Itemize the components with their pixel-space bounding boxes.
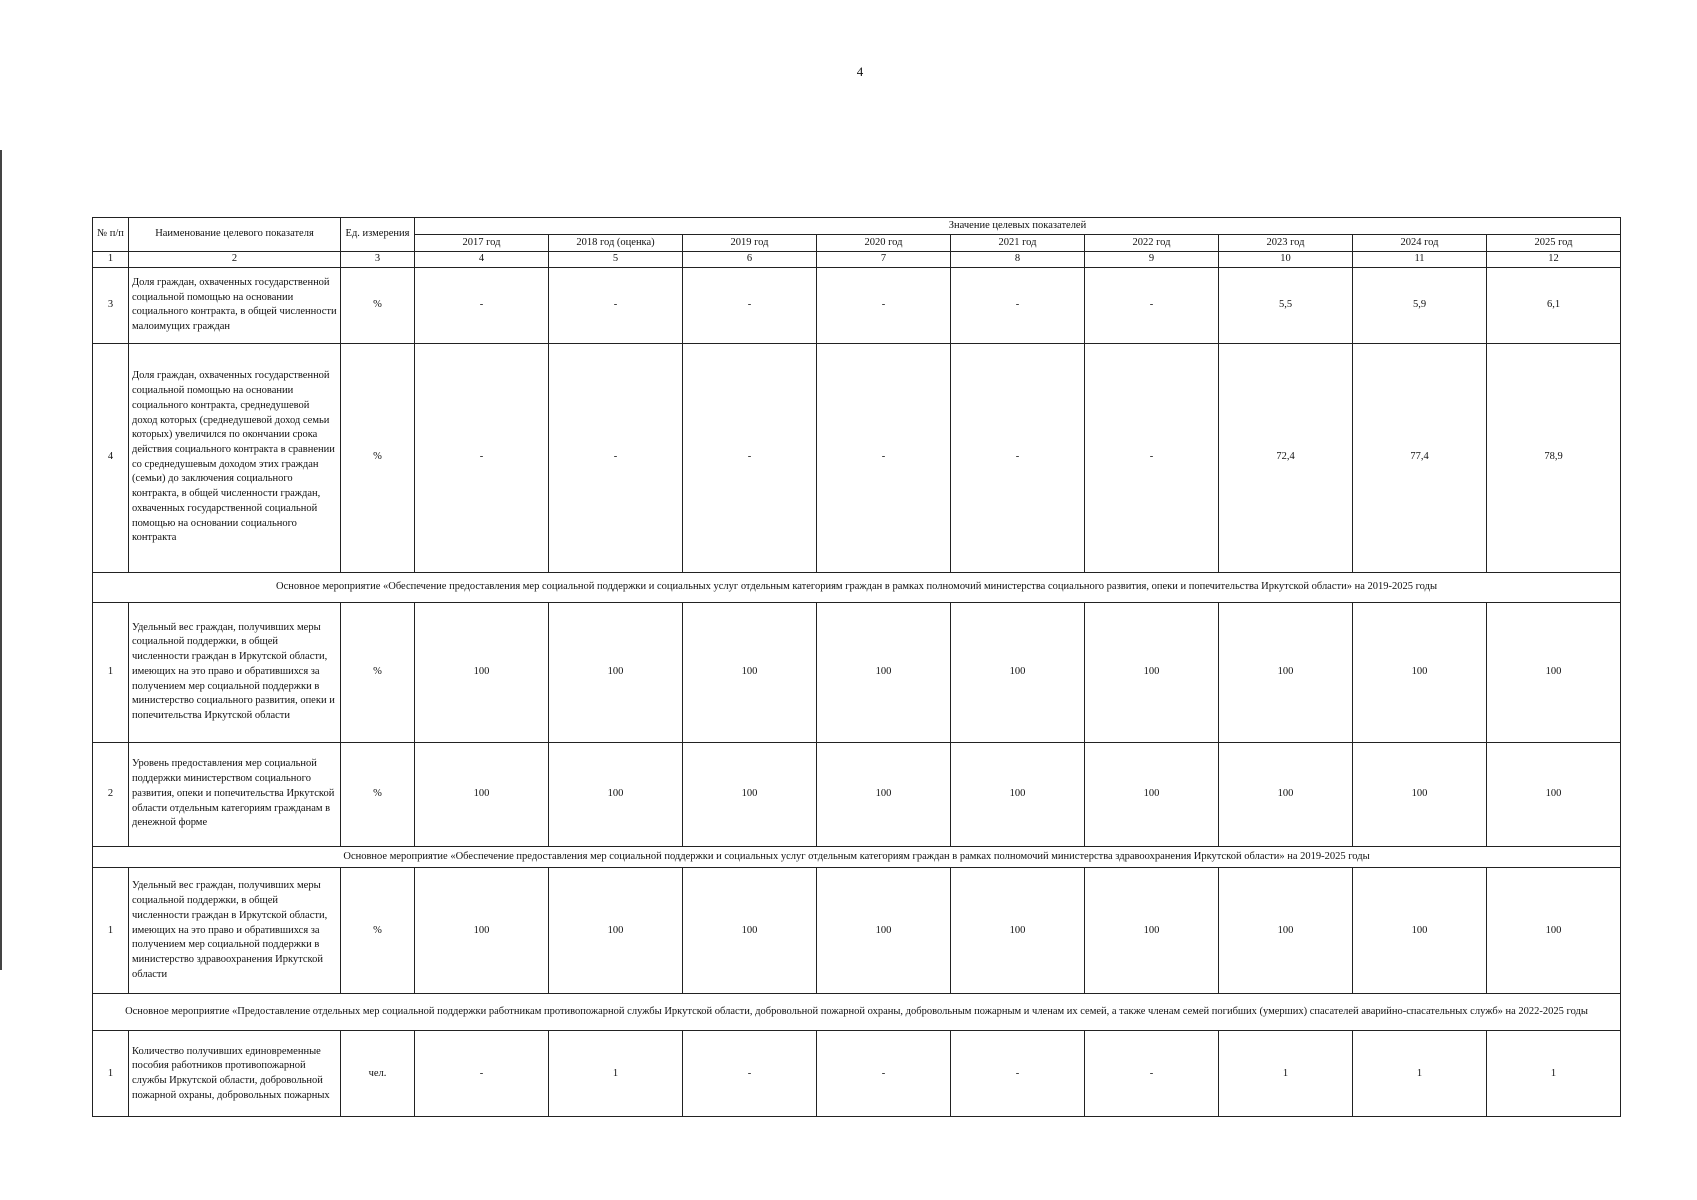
row-value: 100 [1085,868,1219,994]
header-year: 2019 год [683,235,817,252]
row-name: Удельный вес граждан, получивших меры социальной поддержки, в общей численности граждан в Иркутской области, имеющих на это право и обратившихся за получением мер социальной поддержки в министерство социального развития, опеки и попечительства Иркутской области [129,602,341,742]
row-name: Количество получивших единовременные пособия работников противопожарной службы Иркутской области, добровольной пожарной охраны, добровольных пожарных [129,1031,341,1117]
row-value: 100 [1487,602,1621,742]
row-value: 100 [1219,868,1353,994]
row-value: 100 [951,602,1085,742]
section-row [93,572,1621,602]
row-name: Доля граждан, охваченных государственной социальной помощью на основании социального контракта, в общей численности малоимущих граждан [129,267,341,343]
row-value: 100 [1487,868,1621,994]
header-year: 2018 год (оценка) [549,235,683,252]
row-name: Доля граждан, охваченных государственной социальной помощью на основании социального контракта, среднедушевой доход которых (среднедушевой доход семьи которых) увеличился по окончании срока действия социального контракта в сравнении со среднедушевым доходом этих граждан (семьи) до заключения социального контракта, в общей численности граждан, охваченных государственной социальной помощью на основании социального контракта [129,343,341,572]
header-year: 2020 год [817,235,951,252]
row-value: 100 [951,868,1085,994]
target-indicators-table [92,217,1621,1117]
header-values-group: Значение целевых показателей [415,218,1621,235]
column-number: 10 [1219,252,1353,268]
column-number: 6 [683,252,817,268]
row-num: 4 [93,343,129,572]
row-value: 1 [1353,1031,1487,1117]
row-value: 72,4 [1219,343,1353,572]
row-unit: % [341,868,415,994]
header-year: 2021 год [951,235,1085,252]
section-title: Основное мероприятие «Предоставление отдельных мер социальной поддержки работникам противопожарной службы Иркутской области, добровольной пожарной охраны, добровольным пожарным и членам их семей, а также членам семей погибших (умерших) спасателей аварийно-спасательных служб» на 2022-2025 годы [93,994,1621,1031]
row-value: 100 [683,742,817,846]
column-number: 7 [817,252,951,268]
column-number: 1 [93,252,129,268]
row-num: 1 [93,602,129,742]
row-value: 5,5 [1219,267,1353,343]
column-number: 4 [415,252,549,268]
row-value: - [1085,267,1219,343]
row-value: 100 [1085,602,1219,742]
column-numbers-row [93,252,1621,268]
row-num: 3 [93,267,129,343]
header-year: 2017 год [415,235,549,252]
row-unit: % [341,343,415,572]
row-num: 2 [93,742,129,846]
table-row [93,1031,1621,1117]
row-unit: % [341,742,415,846]
table-row [93,267,1621,343]
table-row [93,343,1621,572]
table-row [93,602,1621,742]
row-num: 1 [93,1031,129,1117]
row-unit: % [341,267,415,343]
row-num: 1 [93,868,129,994]
row-value: 100 [1085,742,1219,846]
section-row [93,994,1621,1031]
row-value: 100 [951,742,1085,846]
row-value: 100 [1219,602,1353,742]
row-value: 5,9 [1353,267,1487,343]
row-unit: % [341,602,415,742]
table-row [93,742,1621,846]
header-year: 2025 год [1487,235,1621,252]
row-value: - [1085,1031,1219,1117]
row-value: 100 [549,868,683,994]
header-year: 2024 год [1353,235,1487,252]
column-number: 3 [341,252,415,268]
row-value: - [683,267,817,343]
row-value: 100 [415,602,549,742]
section-title: Основное мероприятие «Обеспечение предоставления мер социальной поддержки и социальных услуг отдельным категориям граждан в рамках полномочий министерства здравоохранения Иркутской области» на 2019-2025 годы [93,846,1621,868]
column-number: 9 [1085,252,1219,268]
row-name: Уровень предоставления мер социальной поддержки министерством социального развития, опеки и попечительства Иркутской области отдельным категориям гражданам в денежной форме [129,742,341,846]
header-num: № п/п [93,218,129,252]
column-number: 11 [1353,252,1487,268]
row-value: 1 [1219,1031,1353,1117]
row-value: 100 [1353,868,1487,994]
page-number: 4 [856,64,864,79]
row-value: - [683,343,817,572]
row-value: - [817,343,951,572]
row-value: 1 [549,1031,683,1117]
row-value: 100 [549,742,683,846]
section-title: Основное мероприятие «Обеспечение предоставления мер социальной поддержки и социальных услуг отдельным категориям граждан в рамках полномочий министерства социального развития, опеки и попечительства Иркутской области» на 2019-2025 годы [93,572,1621,602]
row-value: 6,1 [1487,267,1621,343]
row-value: 100 [415,742,549,846]
row-value: 100 [549,602,683,742]
row-value: 100 [1353,602,1487,742]
column-number: 2 [129,252,341,268]
header-unit: Ед. измерения [341,218,415,252]
row-value: 100 [817,868,951,994]
table-row [93,868,1621,994]
row-value: - [817,1031,951,1117]
column-number: 5 [549,252,683,268]
row-value: - [817,267,951,343]
row-value: 100 [1353,742,1487,846]
header-row [93,218,1621,235]
column-number: 12 [1487,252,1621,268]
row-value: - [415,1031,549,1117]
row-value: 1 [1487,1031,1621,1117]
row-value: - [683,1031,817,1117]
row-value: 100 [683,868,817,994]
section-row [93,846,1621,868]
row-value: - [951,343,1085,572]
row-value: 78,9 [1487,343,1621,572]
row-value: 100 [1219,742,1353,846]
row-unit: чел. [341,1031,415,1117]
row-value: 100 [1487,742,1621,846]
row-value: 100 [817,602,951,742]
row-value: - [1085,343,1219,572]
row-value: 100 [415,868,549,994]
row-value: - [951,267,1085,343]
row-value: 100 [683,602,817,742]
row-value: - [415,267,549,343]
row-value: - [549,267,683,343]
row-name: Удельный вес граждан, получивших меры социальной поддержки, в общей численности граждан в Иркутской области, имеющих на это право и обратившихся за получением мер социальной поддержки в министерство здравоохранения Иркутской области [129,868,341,994]
row-value: - [415,343,549,572]
row-value: - [549,343,683,572]
header-name: Наименование целевого показателя [129,218,341,252]
column-number: 8 [951,252,1085,268]
row-value: - [951,1031,1085,1117]
header-year: 2023 год [1219,235,1353,252]
row-value: 100 [817,742,951,846]
row-value: 77,4 [1353,343,1487,572]
header-year: 2022 год [1085,235,1219,252]
scan-edge-line [0,150,2,970]
